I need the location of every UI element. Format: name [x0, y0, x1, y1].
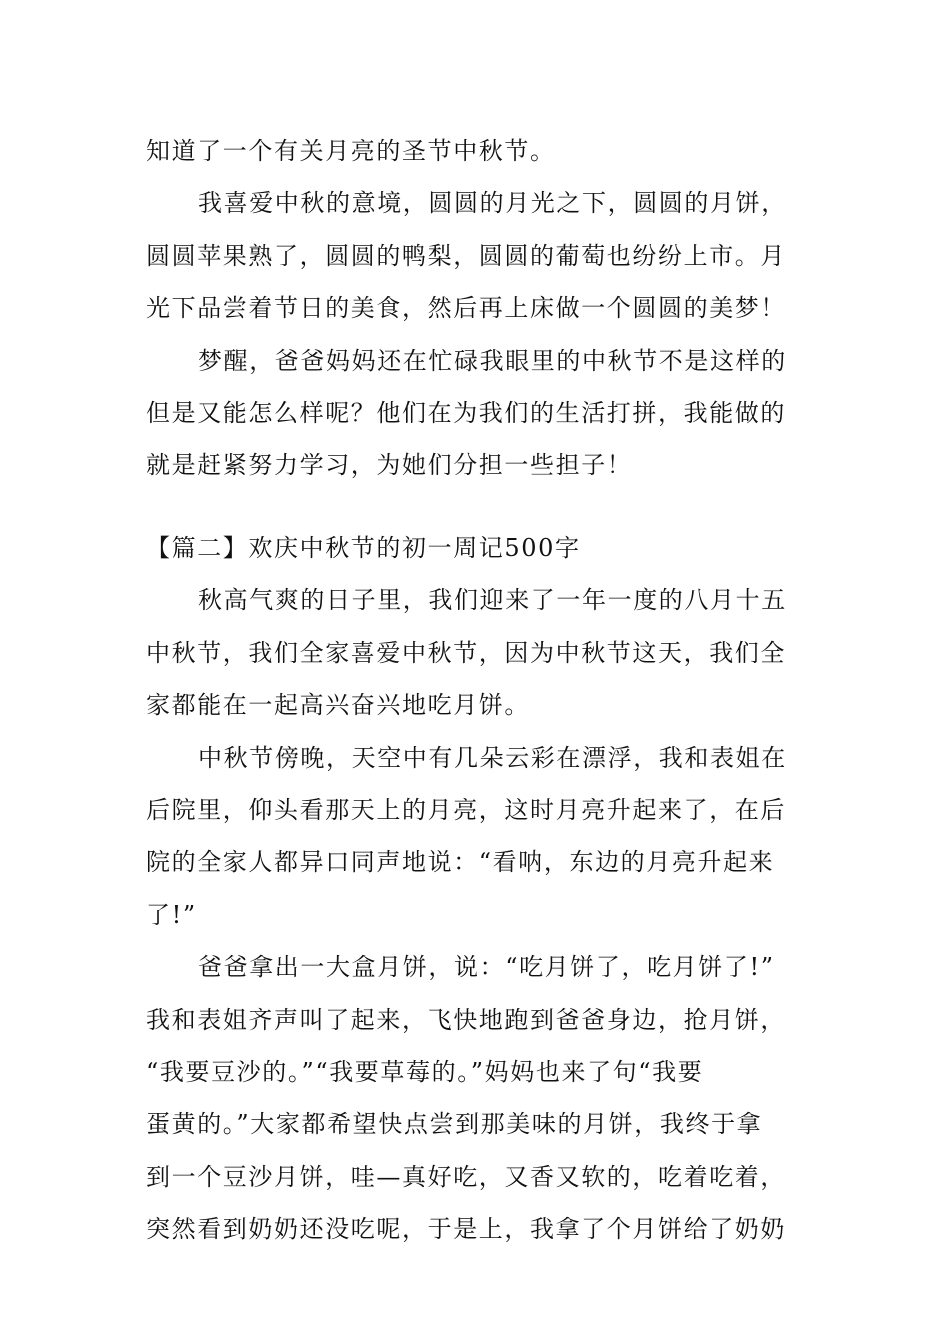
- paragraph-line: 爸爸拿出一大盒月饼，说：“吃月饼了，吃月饼了!”: [198, 953, 775, 982]
- paragraph-line: 就是赶紧努力学习，为她们分担一些担子！: [146, 451, 633, 480]
- paragraph-line: 我喜爱中秋的意境，圆圆的月光之下，圆圆的月饼，: [198, 189, 787, 218]
- paragraph-line: 圆圆苹果熟了，圆圆的鸭梨，圆圆的葡萄也纷纷上市。月: [146, 241, 786, 270]
- paragraph-line: 突然看到奶奶还没吃呢，于是上，我拿了个月饼给了奶奶: [146, 1215, 786, 1244]
- paragraph-line: 了!”: [146, 900, 197, 929]
- paragraph-line: 中秋节，我们全家喜爱中秋节，因为中秋节这天，我们全: [146, 638, 786, 667]
- paragraph-line: “我要豆沙的。”“我要草莓的。”妈妈也来了句“我要: [146, 1057, 704, 1086]
- paragraph-line: 家都能在一起高兴奋兴地吃月饼。: [146, 691, 530, 720]
- paragraph-line: 秋高气爽的日子里，我们迎来了一年一度的八月十五: [198, 586, 787, 615]
- paragraph-line: 但是又能怎么样呢？他们在为我们的生活打拼，我能做的: [146, 398, 786, 427]
- paragraph-line: 中秋节傍晚，天空中有几朵云彩在漂浮，我和表姐在: [198, 743, 787, 772]
- section-heading: 【篇二】欢庆中秋节的初一周记500字: [146, 534, 581, 562]
- paragraph-line: 光下品尝着节日的美食，然后再上床做一个圆圆的美梦！: [146, 294, 786, 323]
- paragraph-line: 后院里，仰头看那天上的月亮，这时月亮升起来了，在后: [146, 795, 786, 824]
- paragraph-line: 梦醒，爸爸妈妈还在忙碌我眼里的中秋节不是这样的: [198, 346, 787, 375]
- paragraph-line: 我和表姐齐声叫了起来，飞快地跑到爸爸身边，抢月饼，: [146, 1005, 786, 1034]
- section-2: [146, 522, 810, 1255]
- paragraph-line: 知道了一个有关月亮的圣节中秋节。: [146, 137, 556, 165]
- paragraph-line: 到一个豆沙月饼，哇—真好吃，又香又软的，吃着吃着，: [146, 1162, 786, 1191]
- paragraph-line: 院的全家人都异口同声地说：“看呐，东边的月亮升起来: [146, 848, 775, 877]
- paragraph-line: 蛋黄的。”大家都希望快点尝到那美味的月饼，我终于拿: [146, 1110, 763, 1139]
- section-1-body: [146, 125, 810, 492]
